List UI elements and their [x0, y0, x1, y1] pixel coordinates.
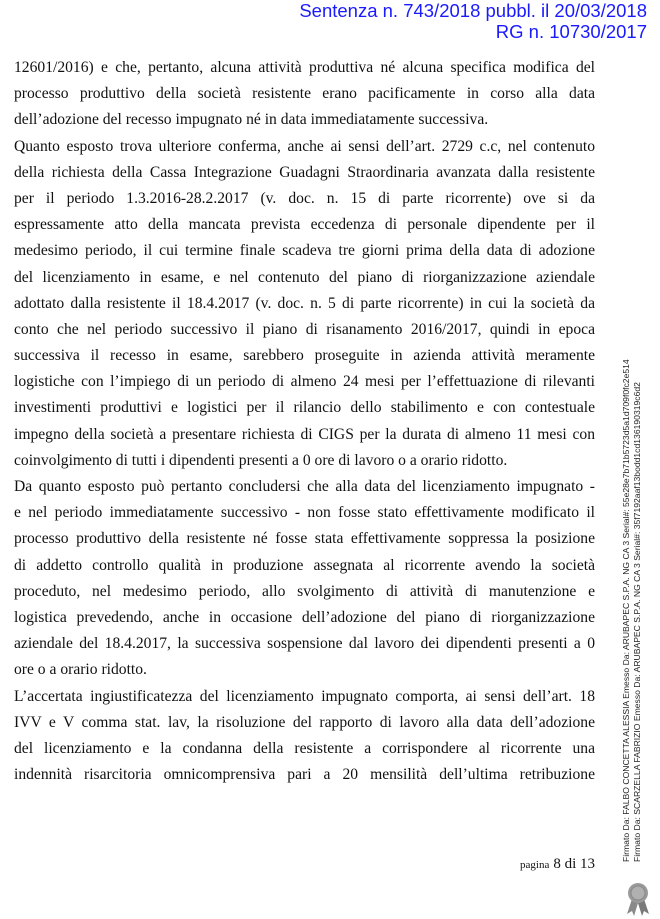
signature-line-1: Firmato Da: FALBO CONCETTA ALESSIA Emesso Da: ARUBAPEC S.P.A. NG CA 3 Serial#: 55e28e7b71b5723d5a1d709f0fc2e514 — [621, 359, 631, 862]
text-line: IVV e V comma stat. lav, la risoluzione del rapporto di lavoro alla data dell’adozione — [14, 713, 595, 731]
page-number: 8 di 13 — [553, 856, 595, 872]
text-line: logistica prevedendo, anche in occasione dell’adozione del piano di riorganizzazione — [14, 608, 595, 626]
text-line: coinvolgimento di tutti i dipendenti presenti a 0 ore di lavoro o a orario ridotto. — [14, 451, 508, 469]
text-line: processo produttivo della società resistente erano pacificamente in corso alla data — [14, 85, 595, 103]
text-line: indennità risarcitoria omnicomprensiva pari a 20 mensilità dell’ultima retribuzione — [14, 766, 595, 784]
text-line: adottato dalla resistente il 18.4.2017 (v. doc. n. 5 di parte ricorrente) in cui la società da — [14, 294, 595, 312]
text-line: della richiesta della Cassa Integrazione Guadagni Straordinaria avanzata dalla resistente — [14, 163, 595, 181]
ribbon-seal-icon — [624, 881, 652, 917]
text-line: dell’adozione del recesso impugnato né in data immediatamente successiva. — [14, 111, 489, 129]
text-line: logistiche con l’impiego di un periodo di almeno 24 mesi per l’effettuazione di rilevanti — [14, 373, 595, 391]
text-line: Quanto esposto trova ulteriore conferma, anche ai sensi dell’art. 2729 c.c, nel contenuto — [14, 137, 595, 155]
text-line: investimenti produttivi e logistici per il rilancio dello stabilimento e con contestuale — [14, 399, 595, 417]
document-body — [14, 55, 595, 788]
text-line: proceduto, nel medesimo periodo, allo svolgimento di attività di manutenzione e — [14, 582, 595, 600]
text-line: Da quanto esposto può pertanto concludersi che alla data del licenziamento impugnato - — [14, 478, 595, 495]
text-line: 12601/2016) e che, pertanto, alcuna attività produttiva né alcuna specifica modifica del — [14, 59, 595, 76]
text-line: del licenziamento e la condanna della resistente a corrispondere al ricorrente una — [14, 739, 595, 757]
text-line: per il periodo 1.3.2016-28.2.2017 (v. doc. n. 15 di parte ricorrente) ove si da — [14, 189, 595, 207]
document-header — [299, 0, 647, 42]
page-label: pagina — [520, 859, 550, 871]
text-line: espressamente atto della mancata prevista eccedenza di personale dipendente per il — [14, 216, 595, 234]
text-line: di addetto controllo qualità in produzione assegnata al ricorrente avendo la società — [14, 556, 595, 574]
digital-signature-block — [621, 359, 643, 862]
text-line: del licenziamento in esame, e nel contenuto del piano di riorganizzazione aziendale — [14, 268, 595, 286]
text-line: conto che nel periodo successivo il piano di risanamento 2016/2017, quindi in epoca — [14, 320, 595, 338]
text-line: e nel periodo immediatamente successivo - non fosse stato effettivamente modificato il — [14, 504, 595, 522]
page-footer — [14, 855, 595, 873]
signature-line-2: Firmato Da: SCARZELLA FABRIZIO Emesso Da: ARUBAPEC S.P.A. NG CA 3 Serial#: 35f7192aaf13bodd1cd136190319c6d2 — [632, 382, 642, 862]
case-number: RG n. 10730/2017 — [495, 21, 647, 42]
text-line: aziendale del 18.4.2017, la successiva sospensione dal lavoro dei dipendenti presenti a 0 — [14, 635, 595, 653]
text-line: successiva il recesso in esame, sarebbero proseguite in azienda attività meramente — [14, 347, 595, 365]
text-line: medesimo periodo, il cui termine finale scadeva tre giorni prima della data di adozione — [14, 242, 595, 260]
text-line: L’accertata ingiustificatezza del licenziamento impugnato comporta, ai sensi dell’art. 18 — [14, 687, 595, 705]
sentence-number: Sentenza n. 743/2018 pubbl. il 20/03/2018 — [299, 0, 647, 21]
text-line: ore o a orario ridotto. — [14, 661, 147, 679]
text-line: impegno della società a presentare richiesta di CIGS per la durata di almeno 11 mesi con — [14, 425, 595, 443]
text-line: processo produttivo della resistente né fosse stata effettivamente soppressa la posizione — [14, 530, 595, 548]
